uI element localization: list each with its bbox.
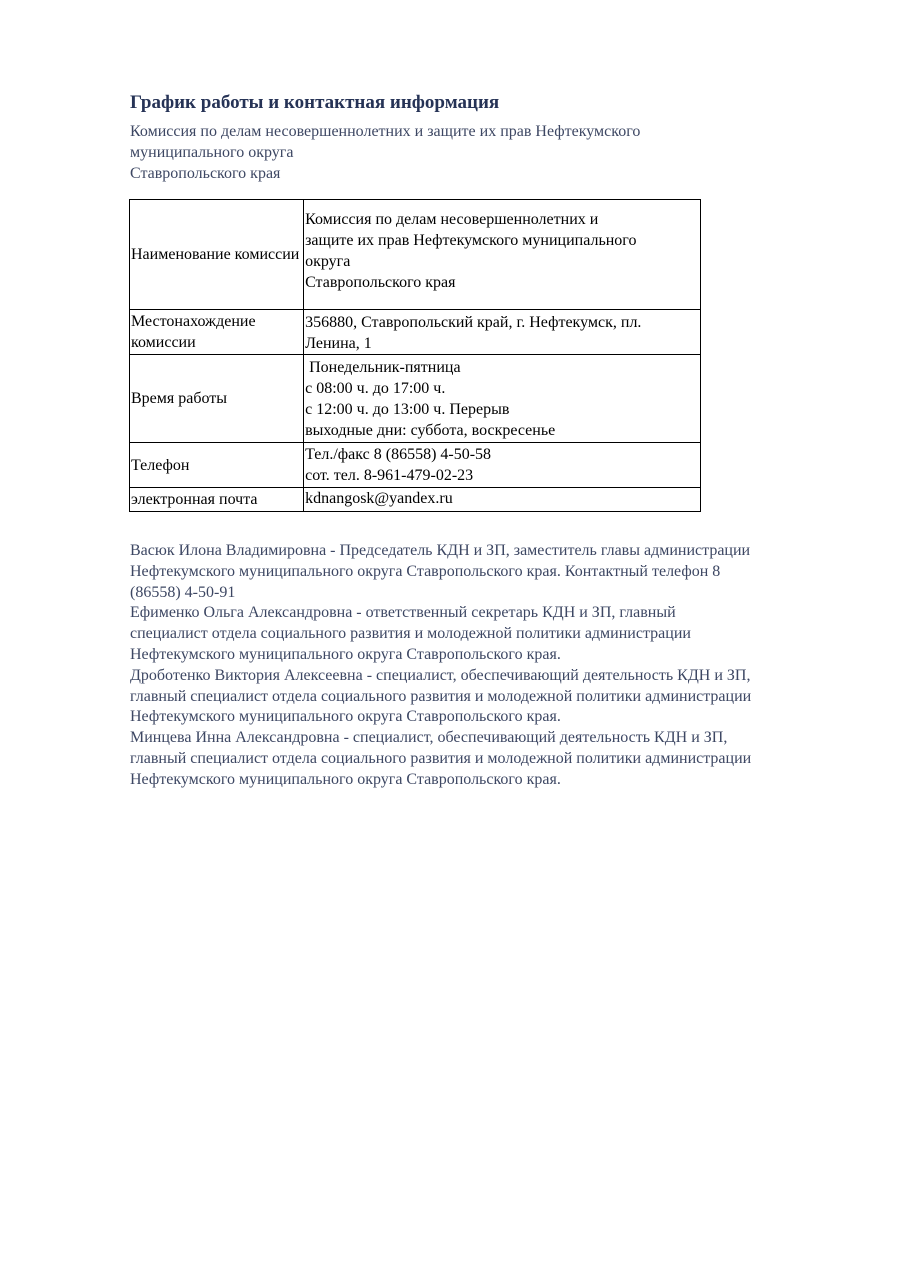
- subtitle-line: муниципального округа: [130, 144, 294, 161]
- row-value-email: [304, 488, 701, 512]
- staff-line: Нефтекумского муниципального округа Ставропольского края.: [130, 645, 561, 663]
- page-subtitle: [130, 121, 770, 184]
- row-label-phone: Телефон: [130, 443, 304, 488]
- staff-line: (86558) 4-50-91: [130, 583, 236, 601]
- row-value-working-hours: [304, 355, 701, 443]
- staff-line: Васюк Илона Владимировна - Председатель КДН и ЗП, заместитель главы администрации: [130, 542, 751, 559]
- row-value-commission-name: [304, 200, 701, 310]
- page-title: График работы и контактная информация: [130, 92, 500, 113]
- row-value-location: [304, 310, 701, 355]
- staff-line: специалист отдела социального развития и молодежной политики администрации: [130, 625, 691, 643]
- staff-line: Минцева Инна Александровна - специалист, обеспечивающий деятельность КДН и ЗП,: [130, 729, 728, 747]
- row-label-working-hours: Время работы: [130, 355, 304, 443]
- row-label-email: электронная почта: [130, 488, 304, 512]
- value-line: с 12:00 ч. до 13:00 ч. Перерыв: [305, 401, 510, 418]
- staff-line: главный специалист отдела социального развития и молодежной политики администрации: [130, 687, 752, 705]
- value-line: с 08:00 ч. до 17:00 ч.: [305, 380, 446, 397]
- staff-line: главный специалист отдела социального развития и молодежной политики администрации: [130, 749, 752, 767]
- value-line: округа: [305, 253, 351, 270]
- staff-list: [130, 541, 850, 791]
- value-line: сот. тел. 8-961-479-02-23: [305, 467, 474, 484]
- staff-line: Нефтекумского муниципального округа Ставропольского края. Контактный телефон 8: [130, 562, 721, 580]
- email-link[interactable]: kdnangosk@yandex.ru: [305, 490, 453, 507]
- contact-info-table: [129, 199, 701, 512]
- row-label-commission-name: Наименование комиссии: [130, 200, 304, 310]
- staff-line: Дроботенко Виктория Алексеевна - специалист, обеспечивающий деятельность КДН и ЗП,: [130, 666, 751, 684]
- table-row: [130, 443, 701, 488]
- table-row: [130, 310, 701, 355]
- table-row: [130, 355, 701, 443]
- value-line: Ставропольского края: [305, 274, 456, 291]
- staff-line: Ефименко Ольга Александровна - ответственный секретарь КДН и ЗП, главный: [130, 604, 676, 622]
- value-line: выходные дни: суббота, воскресенье: [305, 422, 556, 439]
- value-line: Ленина, 1: [305, 335, 372, 352]
- value-line: 356880, Ставропольский край, г. Нефтекумск, пл.: [305, 314, 642, 331]
- value-line: Тел./факс 8 (86558) 4-50-58: [305, 446, 492, 463]
- staff-line: Нефтекумского муниципального округа Ставропольского края.: [130, 708, 561, 726]
- staff-line: Нефтекумского муниципального округа Ставропольского края.: [130, 770, 561, 788]
- value-line: защите их прав Нефтекумского муниципального: [305, 232, 637, 249]
- row-label-location: Местонахождение комиссии: [130, 310, 304, 355]
- table-row: [130, 200, 701, 310]
- subtitle-line: Ставропольского края: [130, 165, 281, 182]
- row-value-phone: [304, 443, 701, 488]
- subtitle-line: Комиссия по делам несовершеннолетних и защите их прав Нефтекумского: [130, 123, 641, 140]
- value-line: Понедельник-пятница: [305, 359, 461, 376]
- value-line: Комиссия по делам несовершеннолетних и: [305, 211, 599, 228]
- table-row: [130, 488, 701, 512]
